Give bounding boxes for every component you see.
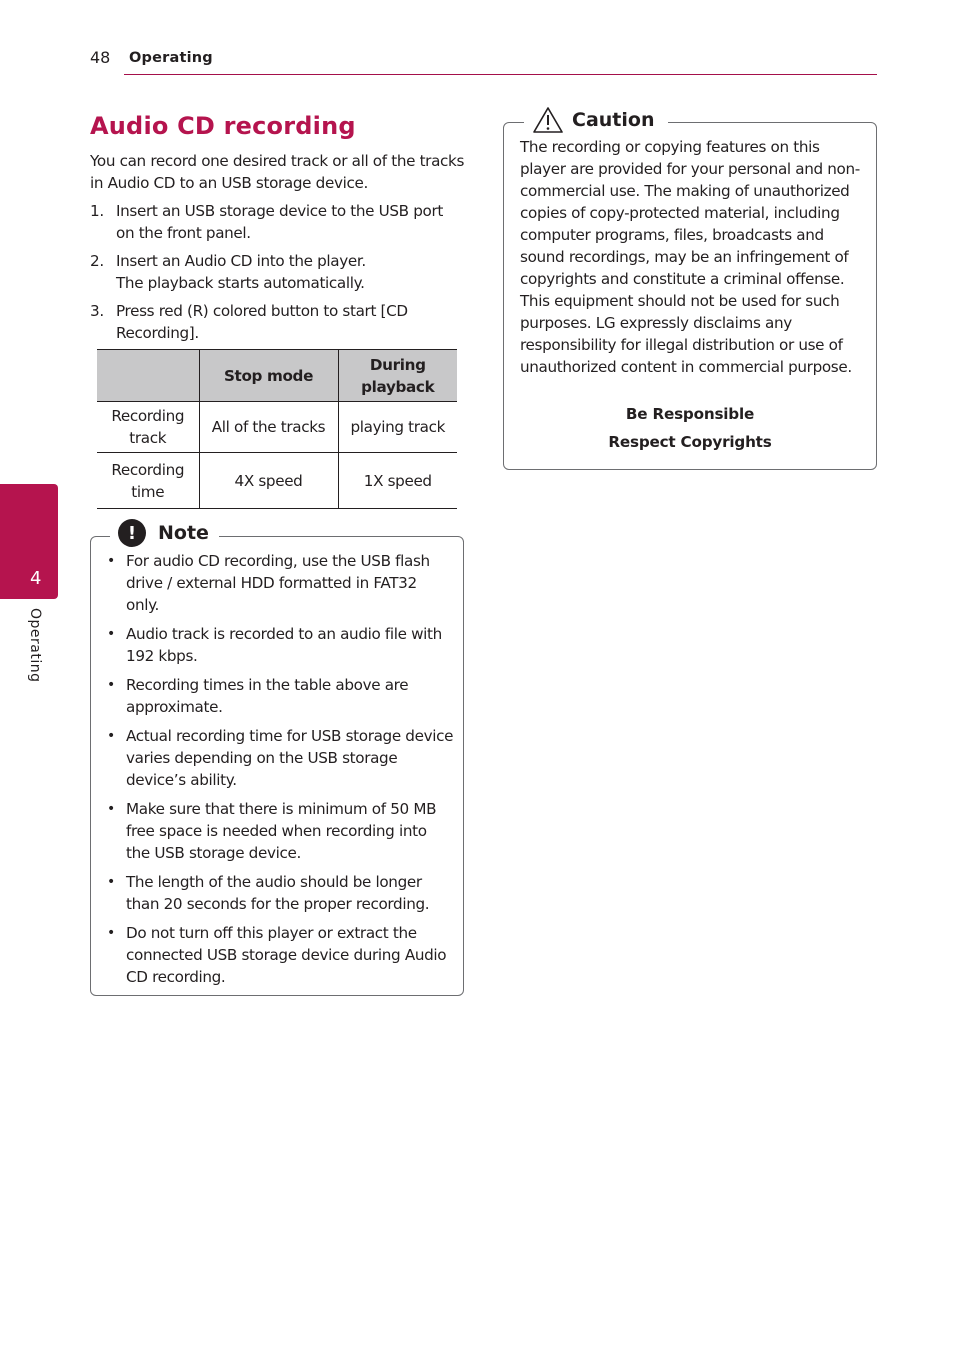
- bullet-icon: •: [107, 874, 115, 890]
- step-number: 2.: [90, 252, 104, 270]
- page-number: 48: [90, 48, 111, 67]
- table-cell: 4X speed: [199, 453, 338, 509]
- note-item-text: Recording times in the table above are approximate.: [126, 676, 409, 716]
- table-cell-text: Recording time: [111, 460, 185, 501]
- bullet-icon: •: [107, 626, 115, 642]
- note-item-text: For audio CD recording, use the USB flash drive / external HDD formatted in FAT32 only.: [126, 552, 430, 614]
- list-item: [104, 922, 454, 988]
- list-item: [104, 871, 454, 915]
- step-item: [90, 200, 465, 244]
- note-list: [104, 550, 454, 995]
- page-title: Audio CD recording: [90, 112, 356, 140]
- note-item-text: Audio track is recorded to an audio file with 192 kbps.: [126, 625, 442, 665]
- bullet-icon: •: [107, 925, 115, 941]
- table-header-row: [97, 350, 457, 402]
- note-title: Note: [158, 522, 209, 544]
- step-subtext: The playback starts automatically.: [116, 274, 365, 292]
- caution-title: Caution: [572, 109, 655, 131]
- header-divider: [124, 74, 877, 75]
- bullet-icon: •: [107, 801, 115, 817]
- bullet-icon: •: [107, 728, 115, 744]
- table-cell: [97, 402, 199, 453]
- caution-emphasis-line: Respect Copyrights: [608, 433, 772, 451]
- chapter-tab: [0, 484, 58, 599]
- intro-paragraph: You can record one desired track or all of the tracks in Audio CD to an USB storage device.: [90, 152, 465, 192]
- bullet-icon: •: [107, 677, 115, 693]
- note-header: [110, 518, 219, 548]
- table-cell-text: Recording track: [111, 407, 185, 447]
- list-item: [104, 798, 454, 864]
- table-cell: 1X speed: [338, 453, 457, 509]
- list-item: [104, 725, 454, 791]
- table-header-cell: Stop mode: [199, 350, 338, 402]
- table-header-cell: [97, 350, 199, 402]
- recording-table: [97, 349, 457, 509]
- note-item-text: The length of the audio should be longer than 20 seconds for the proper recording.: [126, 873, 430, 913]
- step-text: Insert an Audio CD into the player.: [116, 252, 366, 270]
- table-cell: All of the tracks: [199, 402, 338, 453]
- chapter-number: 4: [30, 568, 42, 589]
- steps-list: [90, 200, 465, 350]
- list-item: [104, 550, 454, 616]
- note-item-text: Actual recording time for USB storage device varies depending on the USB storage device’s ability.: [126, 727, 454, 789]
- list-item: [104, 623, 454, 667]
- step-number: 1.: [90, 202, 104, 220]
- note-item-text: Make sure that there is minimum of 50 MB free space is needed when recording into the USB storage device.: [126, 800, 437, 862]
- exclamation-icon: !: [118, 519, 146, 547]
- table-row: [97, 402, 457, 453]
- header-section-title: Operating: [129, 50, 213, 66]
- chapter-label: Operating: [27, 608, 43, 683]
- caution-header: [524, 104, 668, 136]
- step-item: [90, 300, 465, 344]
- step-number: 3.: [90, 302, 104, 320]
- table-header-cell: [338, 350, 457, 402]
- step-text: Press red (R) colored button to start [CD Recording].: [116, 302, 408, 342]
- table-row: [97, 453, 457, 509]
- note-item-text: Do not turn off this player or extract the connected USB storage device during Audio CD recording.: [126, 924, 447, 986]
- bullet-icon: •: [107, 553, 115, 569]
- table-cell: [97, 453, 199, 509]
- step-text: Insert an USB storage device to the USB port on the front panel.: [116, 202, 443, 242]
- table-header-text: During playback: [361, 355, 435, 396]
- caution-emphasis-line: Be Responsible: [625, 405, 755, 423]
- list-item: [104, 674, 454, 718]
- step-text-block: [116, 250, 465, 294]
- warning-triangle-icon: [532, 106, 564, 134]
- table-cell: playing track: [338, 402, 457, 453]
- caution-text: The recording or copying features on this player are provided for your personal and non-commercial use. The making of unauthorized copies of copy-protected material, including computer programs, files, broadcasts and sound recordings, may be an infringement of copyrights and constitute a criminal offense. This equipment should not be used for such purposes. LG expressly disclaims any responsibility for illegal distribution or use of unauthorized content in commercial purpose.: [520, 138, 860, 376]
- step-item: [90, 250, 465, 294]
